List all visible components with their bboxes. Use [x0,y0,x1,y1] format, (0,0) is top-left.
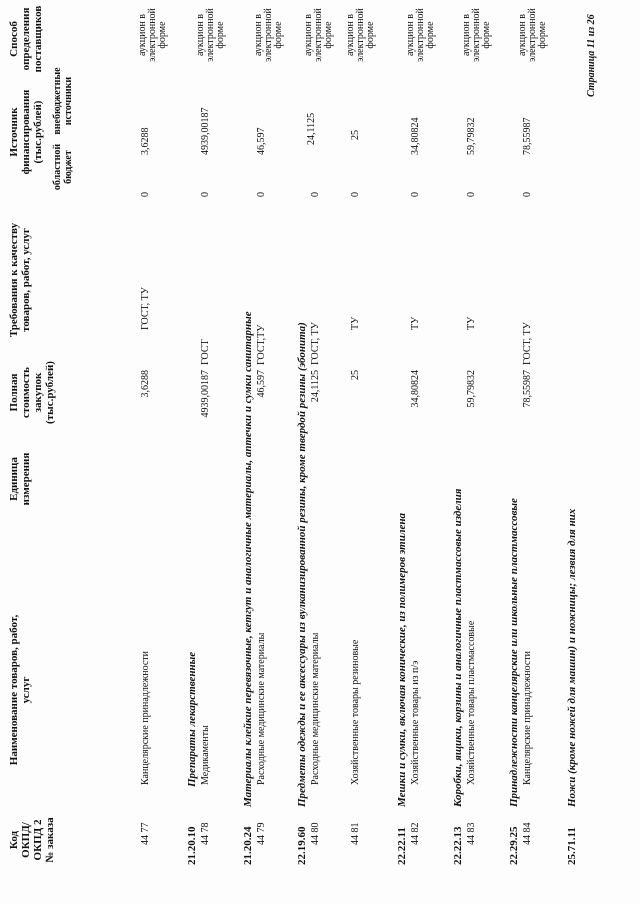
header-name: Наименование товаров, работ, услуг [8,614,32,766]
section-code: 21.20.10 [186,826,198,865]
row-funding-regional: 0 [140,192,151,197]
row-number: 44 80 [310,822,321,845]
header-funding-extra: внебюджетные источники [52,67,74,135]
section-title: Принадлежности канцелярские или школьные пластмассовые [508,498,520,807]
row-funding-regional: 0 [310,192,321,197]
section-code: 22.22.11 [396,827,408,865]
row-method: аукцион в электронной форме [195,8,226,62]
header-cost: Полная стоимость закупок (тыс.рублей) [8,361,56,424]
section-title: Материалы клейкие перевязочные, кетгут и аналогичные материалы, аптечки и сумки санитарные [242,311,254,807]
section-code: 25.71.11 [566,827,578,865]
row-name: Медикаменты [200,725,211,785]
section-title: Мешки и сумки, включая конические, из полимеров этилена [396,513,408,807]
row-requirements: ГОСТ [200,339,211,365]
row-number: 44 77 [140,822,151,845]
row-funding-extra: 34,80824 [410,117,421,155]
row-name: Канцелярские принадлежности [140,651,151,785]
section-code: 22.29.25 [508,826,520,865]
row-requirements: ГОСТ, ТУ [310,322,321,365]
row-number: 44 83 [466,822,477,845]
row-requirements: ГОСТ,ТУ [256,324,267,365]
page-number: Страница 11 из 26 [586,14,597,97]
row-cost: 4939,00187 [200,370,211,418]
row-number: 44 79 [256,822,267,845]
row-funding-regional: 0 [522,192,533,197]
row-cost: 25 [350,370,361,380]
row-method: аукцион в электронной форме [461,8,492,62]
row-method: аукцион в электронной форме [137,8,168,62]
row-funding-extra: 46,597 [256,127,267,155]
row-method: аукцион в электронной форме [303,8,334,62]
row-number: 44 78 [200,822,211,845]
row-method: аукцион в электронной форме [517,8,548,62]
row-funding-extra: 59,79832 [466,117,477,155]
row-name: Хозяйственные товары резиновые [350,639,361,785]
row-cost: 3,6288 [140,370,151,398]
row-funding-extra: 4939,00187 [200,107,211,155]
section-title: Ножи (кроме ножей для машин) и ножницы; лезвия для них [566,508,578,807]
row-funding-extra: 78,55987 [522,117,533,155]
row-funding-regional: 0 [200,192,211,197]
row-method: аукцион в электронной форме [405,8,436,62]
section-title: Предметы одежды и ее аксессуары из вулканизированной резины, кроме твердой резины (эбонита) [296,322,308,807]
row-number: 44 81 [350,822,361,845]
header-unit: Единица измерения [8,452,32,506]
row-cost: 24,1125 [310,370,321,403]
row-name: Расходные медицинские материалы [256,632,267,785]
row-name: Хозяйственные товары пластмассовые [466,620,477,785]
row-requirements: ТУ [466,316,477,330]
row-method: аукцион в электронной форме [253,8,284,62]
row-number: 44 84 [522,822,533,845]
row-funding-regional: 0 [256,192,267,197]
row-cost: 78,55987 [522,370,533,408]
row-funding-extra: 3,6288 [140,127,151,155]
row-funding-regional: 0 [410,192,421,197]
row-requirements: ГОСТ, ТУ [140,287,151,330]
section-code: 22.19.60 [296,826,308,865]
header-funding: Источник финансирования (тыс.рублей) [8,89,44,175]
row-cost: 34,80824 [410,370,421,408]
header-funding-regional: областной бюджет [52,143,74,191]
row-number: 44 82 [410,822,421,845]
row-method: аукцион в электронной форме [345,8,376,62]
row-requirements: ГОСТ, ТУ [522,322,533,365]
header-code: Код ОКПД/ ОКПД 2 № заказа [8,817,56,863]
row-funding-regional: 0 [350,192,361,197]
row-name: Канцелярские принадлежности [522,651,533,785]
header-requirements: Требования к качеству товаров, работ, услуг [8,222,32,338]
section-code: 22.22.13 [452,826,464,865]
row-name: Хозяйственные товары из п/э [410,660,421,785]
section-code: 21.20.24 [242,826,254,865]
row-cost: 59,79832 [466,370,477,408]
row-requirements: ТУ [350,316,361,330]
row-funding-regional: 0 [466,192,477,197]
row-requirements: ТУ [410,316,421,330]
row-name: Расходные медицинские материалы [310,632,321,785]
section-title: Коробки, ящики, корзины и аналогичные пластмассовые изделия [452,488,464,807]
row-cost: 46,597 [256,370,267,398]
header-method: Способ определения поставщиков [8,5,44,73]
section-title: Препараты лекарственные [186,651,198,787]
row-funding-extra: 24,1125 [306,112,317,145]
row-funding-extra: 25 [350,130,361,140]
